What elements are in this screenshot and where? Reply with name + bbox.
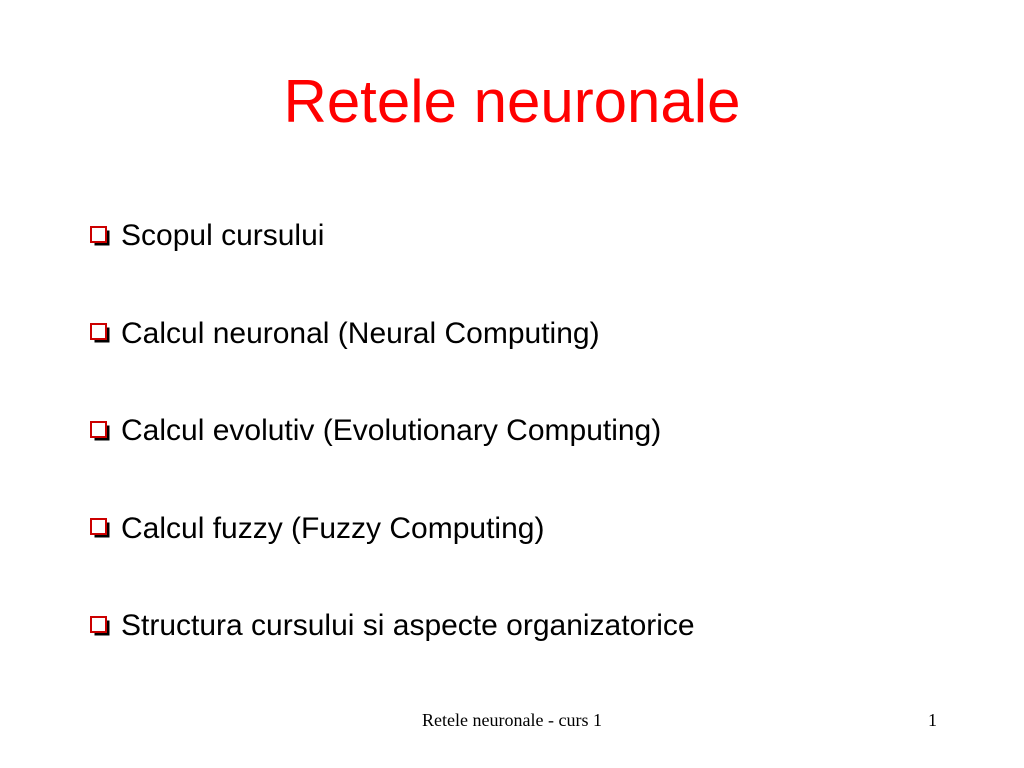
bullet-item — [90, 509, 695, 549]
bullet-label: Calcul fuzzy (Fuzzy Computing) — [121, 511, 545, 545]
bullet-item — [90, 606, 695, 646]
hollow-square-bullet-icon — [90, 323, 111, 344]
hollow-square-bullet-icon — [90, 226, 111, 247]
hollow-square-bullet-icon — [90, 518, 111, 539]
hollow-square-bullet-icon — [90, 616, 111, 637]
bullet-label: Structura cursului si aspecte organizatorice — [121, 609, 695, 642]
bullet-item — [90, 314, 695, 354]
slide-title: Retele neuronale — [283, 68, 741, 135]
page-number: 1 — [928, 710, 937, 730]
bullet-label: Scopul cursului — [121, 219, 325, 252]
bullet-item — [90, 216, 695, 256]
bullet-item — [90, 411, 695, 451]
hollow-square-bullet-icon — [90, 421, 111, 442]
bullet-label: Calcul neuronal (Neural Computing) — [121, 316, 600, 350]
slide-footer: Retele neuronale - curs 1 — [422, 710, 602, 730]
bullet-list — [90, 216, 695, 704]
bullet-label: Calcul evolutiv (Evolutionary Computing) — [121, 414, 662, 447]
